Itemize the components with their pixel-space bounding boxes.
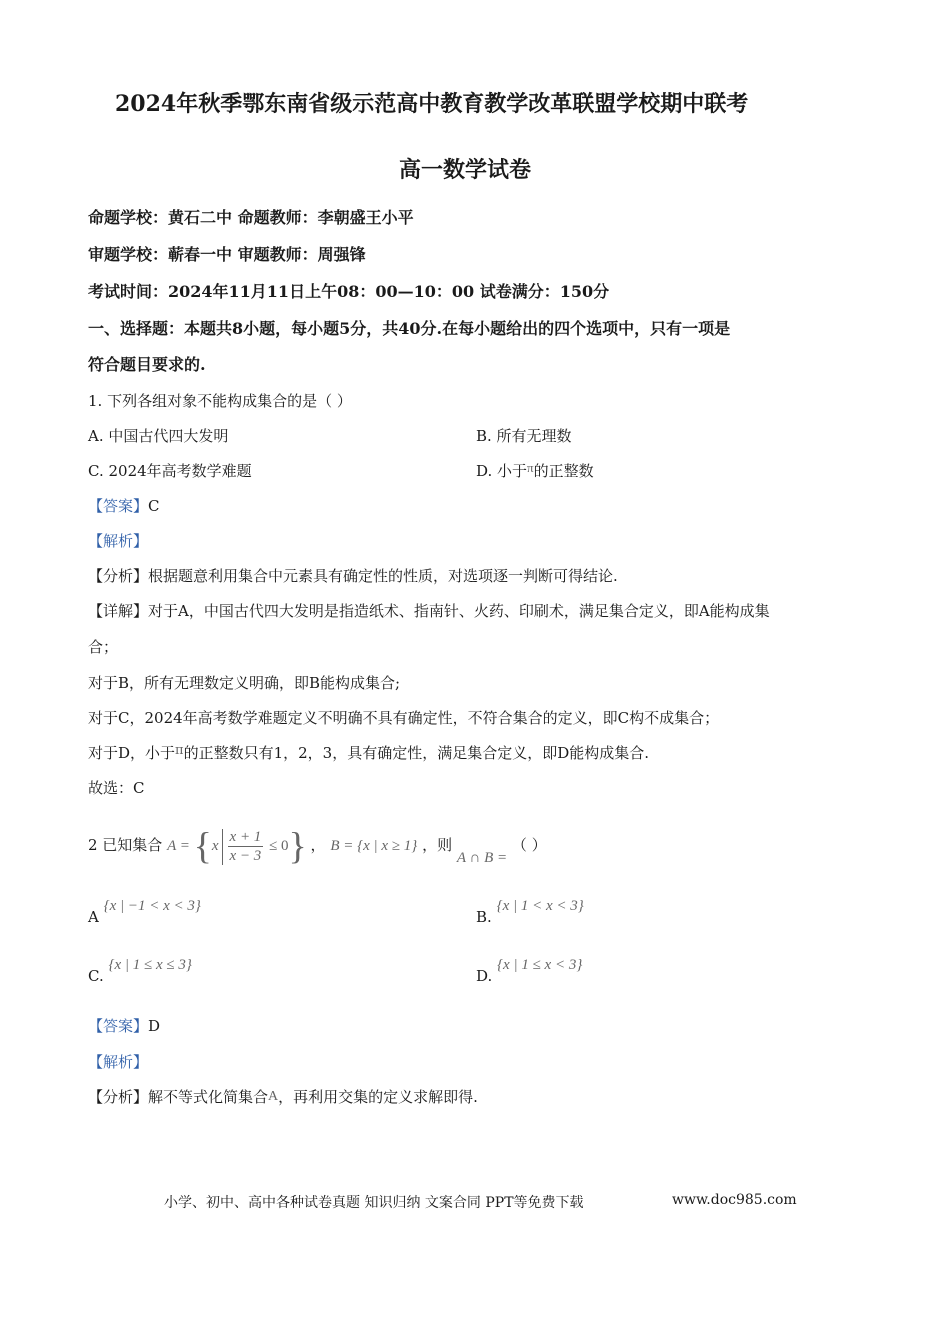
- option-label: A: [88, 908, 99, 926]
- q1-option-d-post: 的正整数: [533, 462, 594, 480]
- exam-subtitle: 高一数学试卷: [399, 157, 532, 183]
- detail-pre: 对于D，小于: [88, 744, 176, 762]
- footer-url[interactable]: www.doc985.com: [672, 1192, 797, 1208]
- fenxi-pre: 【分析】解不等式化简集合: [88, 1088, 269, 1106]
- q1-detail-line: [88, 742, 649, 763]
- answer-tag: 【答案】: [88, 497, 149, 515]
- q2-stem-pre: 2 已知集合: [88, 836, 163, 854]
- option-math: {x | 1 ≤ x < 3}: [497, 957, 583, 973]
- fraction-numerator: x + 1: [229, 829, 262, 846]
- q1-conclusion: 故选：C: [88, 779, 145, 797]
- exam-time-info: 考试时间：2024年11月11日上午08：00—10：00 试卷满分：150分: [88, 282, 610, 301]
- q2-fenxi: [88, 1086, 478, 1107]
- intersection-expr: A ∩ B =: [456, 850, 508, 866]
- set-a-relation: ≤ 0: [269, 838, 289, 854]
- option-label: D.: [476, 967, 493, 985]
- q1-option-a: A. 中国古代四大发明: [88, 427, 229, 445]
- q1-fenxi: 【分析】根据题意利用集合中元素具有确定性的性质，对选项逐一判断可得结论.: [88, 567, 618, 585]
- q2-answer-value: D: [148, 1017, 161, 1035]
- fraction: [228, 828, 264, 865]
- section-heading: 一、选择题：本题共8小题，每小题5分，共40分.在每小题给出的四个选项中，只有一项是: [88, 319, 731, 338]
- right-brace-icon: }: [288, 825, 307, 868]
- q2-analysis-tag: 【解析】: [88, 1053, 149, 1071]
- left-brace-icon: {: [193, 825, 212, 868]
- reviewer-info: 审题学校：蕲春一中 审题教师：周强锋: [88, 245, 366, 264]
- q2-paren: （ ）: [511, 836, 547, 854]
- proposer-info: 命题学校：黄石二中 命题教师：李朝盛王小平: [88, 208, 414, 227]
- q1-detail-line: 对于B，所有无理数定义明确，即B能构成集合;: [88, 674, 401, 692]
- fenxi-set-a: A: [268, 1089, 279, 1104]
- set-b-definition: B = {x | x ≥ 1}: [330, 838, 418, 854]
- detail-post: 的正整数只有1，2，3，具有确定性，满足集合定义，即D能构成集合.: [183, 744, 650, 762]
- q1-option-c: C. 2024年高考数学难题: [88, 462, 252, 480]
- q1-option-d: [476, 460, 594, 481]
- q1-option-d-pre: D. 小于: [476, 462, 528, 480]
- answer-tag: 【答案】: [88, 1017, 149, 1035]
- option-label: B.: [476, 908, 492, 926]
- q2-comma: ，: [310, 836, 326, 854]
- q1-answer: [88, 495, 160, 516]
- fenxi-post: ，再利用交集的定义求解即得.: [278, 1088, 478, 1106]
- set-a-lhs: A =: [167, 838, 190, 854]
- q2-option-b: [476, 898, 584, 926]
- q1-option-b: B. 所有无理数: [476, 427, 572, 445]
- option-math: {x | 1 < x < 3}: [496, 898, 584, 914]
- pi-symbol: π: [527, 460, 534, 475]
- q2-answer: [88, 1015, 160, 1036]
- footer-text: 小学、初中、高中各种试卷真题 知识归纳 文案合同 PPT等免费下载: [164, 1195, 584, 1211]
- q2-then: ，则: [422, 836, 453, 854]
- q1-detail-line: 合；: [88, 638, 119, 656]
- q2-option-a: [88, 898, 201, 926]
- q1-analysis-tag: 【解析】: [88, 532, 149, 550]
- section-heading-cont: 符合题目要求的.: [88, 355, 206, 374]
- q1-answer-value: C: [148, 497, 160, 515]
- q1-stem: 1. 下列各组对象不能构成集合的是（ ）: [88, 392, 352, 410]
- pi-symbol: π: [175, 743, 184, 758]
- option-math: {x | −1 < x < 3}: [103, 898, 201, 914]
- q2-option-d: [476, 957, 582, 985]
- q2-stem: [88, 816, 547, 874]
- q2-option-c: [88, 957, 192, 985]
- set-a-var: x: [211, 838, 219, 854]
- set-a-definition: [167, 825, 310, 868]
- q1-detail-line: 【详解】对于A，中国古代四大发明是指造纸术、指南针、火药、印刷术，满足集合定义，即A能构成集: [88, 602, 770, 620]
- option-math: {x | 1 ≤ x ≤ 3}: [108, 957, 192, 973]
- divider-bar: [222, 829, 223, 865]
- q1-detail-line: 对于C，2024年高考数学难题定义不明确不具有确定性，不符合集合的定义，即C构不成集合；: [88, 709, 720, 727]
- exam-title: 2024年秋季鄂东南省级示范高中教育教学改革联盟学校期中联考: [115, 91, 749, 117]
- fraction-denominator: x − 3: [229, 848, 262, 865]
- option-label: C.: [88, 967, 104, 985]
